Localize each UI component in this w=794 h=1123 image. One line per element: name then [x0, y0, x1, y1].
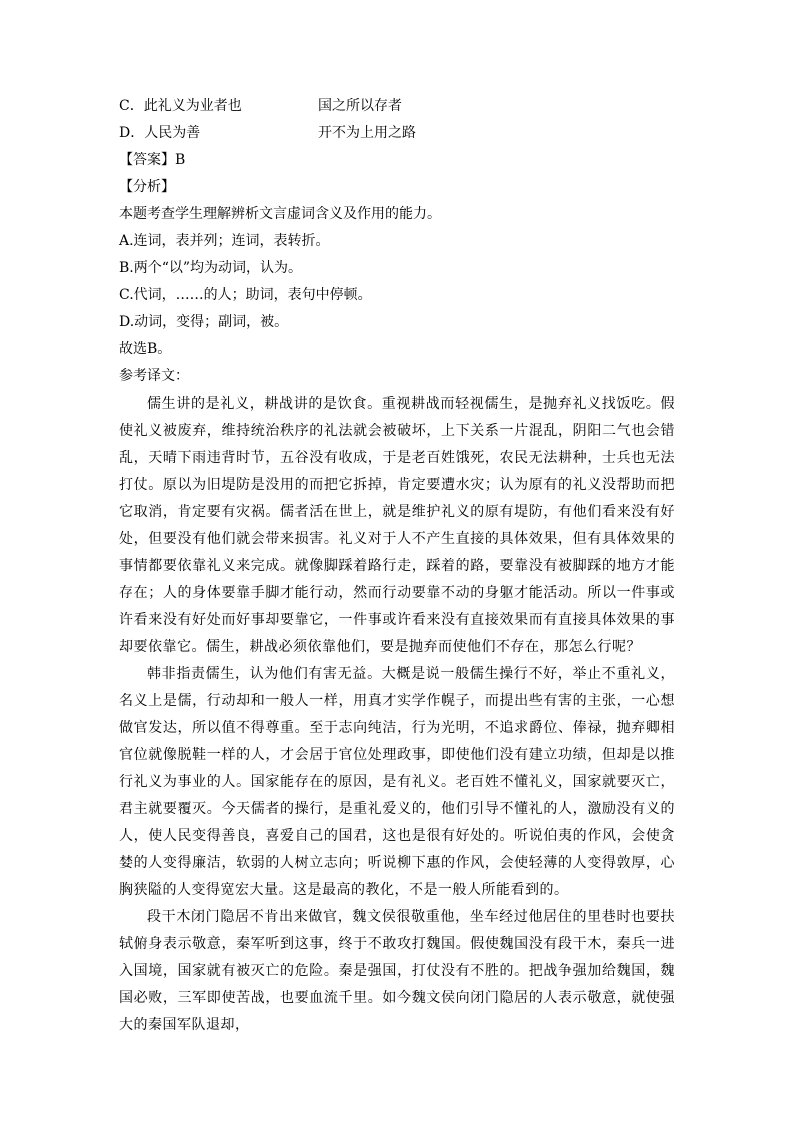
translation-body	[119, 391, 675, 1039]
option-d-second: 开不为上用之路	[318, 125, 416, 141]
translation-paragraph-1: 儒生讲的是礼义，耕战讲的是饮食。重视耕战而轻视儒生，是抛弃礼义找饭吃。假使礼义被废弃，维持统治秩序的礼法就会被破坏，上下关系一片混乱，阴阳二气也会错乱，天晴下雨违背时节，五谷没有收成，于是老百姓饿死，农民无法耕种，士兵也无法打仗。原以为旧堤防是没用的而把它拆掉，肯定要遭水灾；认为原有的礼义没帮助而把它取消，肯定要有灾祸。儒者活在世上，就是维护礼义的原有堤防，有他们看来没有好处，但要没有他们就会带来损害。礼义对于人不产生直接的具体效果，但有具体效果的事情都要依靠礼义来完成。就像脚踩着路行走，踩着的路，要靠没有被脚踩的地方才能存在；人的身体要靠手脚才能行动，然而行动要靠不动的身躯才能活动。所以一件事或许看来没有好处而好事却要靠它，一件事或许看来没有直接效果而有直接具体效果的事却要依靠它。儒生，耕战必须依靠他们，要是抛弃而使他们不存在，那怎么行呢？	[119, 396, 675, 655]
answer-label: 【答案】B	[119, 152, 186, 168]
translation-label: 参考译文：	[119, 368, 189, 384]
option-d-first: D．人民为善	[119, 125, 201, 141]
option-c-row	[119, 93, 675, 120]
conclusion: 故选B。	[119, 341, 172, 357]
analysis-label: 【分析】	[119, 179, 175, 195]
document-content	[119, 93, 675, 1039]
analysis-item-b: B.两个“以”均为动词，认为。	[119, 260, 303, 276]
option-d-row	[119, 120, 675, 147]
analysis-intro: 本题考查学生理解辨析文言虚词含义及作用的能力。	[119, 206, 441, 222]
translation-paragraph-2: 韩非指责儒生，认为他们有害无益。大概是说一般儒生操行不好，举止不重礼义，名义上是儒，行动却和一般人一样，用真才实学作幌子，而提出些有害的主张，一心想做官发达，所以值不得尊重。至于志向纯洁，行为光明，不追求爵位、俸禄，抛弃卿相官位就像脱鞋一样的人，才会居于官位处理政事，即使他们没有建立功绩，但却是以推行礼义为事业的人。国家能存在的原因，是有礼义。老百姓不懂礼义，国家就要灭亡，君主就要覆灭。今天儒者的操行，是重礼爱义的，他们引导不懂礼的人，激励没有义的人，使人民变得善良，喜爱自己的国君，这也是很有好处的。听说伯夷的作风，会使贪婪的人变得廉洁，软弱的人树立志向；听说柳下惠的作风，会使轻薄的人变得敦厚，心胸狭隘的人变得宽宏大量。这是最高的教化，不是一般人所能看到的。	[119, 666, 675, 898]
analysis-item-d: D.动词，变得；副词，被。	[119, 314, 289, 330]
analysis-item-a: A.连词，表并列；连词，表转折。	[119, 233, 330, 249]
translation-paragraph-3: 段干木闭门隐居不肯出来做官，魏文侯很敬重他，坐车经过他居住的里巷时也要扶轼俯身表示敬意，秦军听到这事，终于不敢攻打魏国。假使魏国没有段干木，秦兵一进入国境，国家就有被灭亡的危险。秦是强国，打仗没有不胜的。把战争强加给魏国，魏国必败，三军即使苦战，也要血流千里。如今魏文侯向闭门隐居的人表示敬意，就使强大的秦国军队退却，	[119, 909, 675, 1033]
analysis-item-c: C.代词，……的人；助词，表句中停顿。	[119, 287, 372, 303]
option-c-second: 国之所以存者	[318, 98, 402, 114]
option-c-first: C．此礼义为业者也	[119, 98, 242, 114]
